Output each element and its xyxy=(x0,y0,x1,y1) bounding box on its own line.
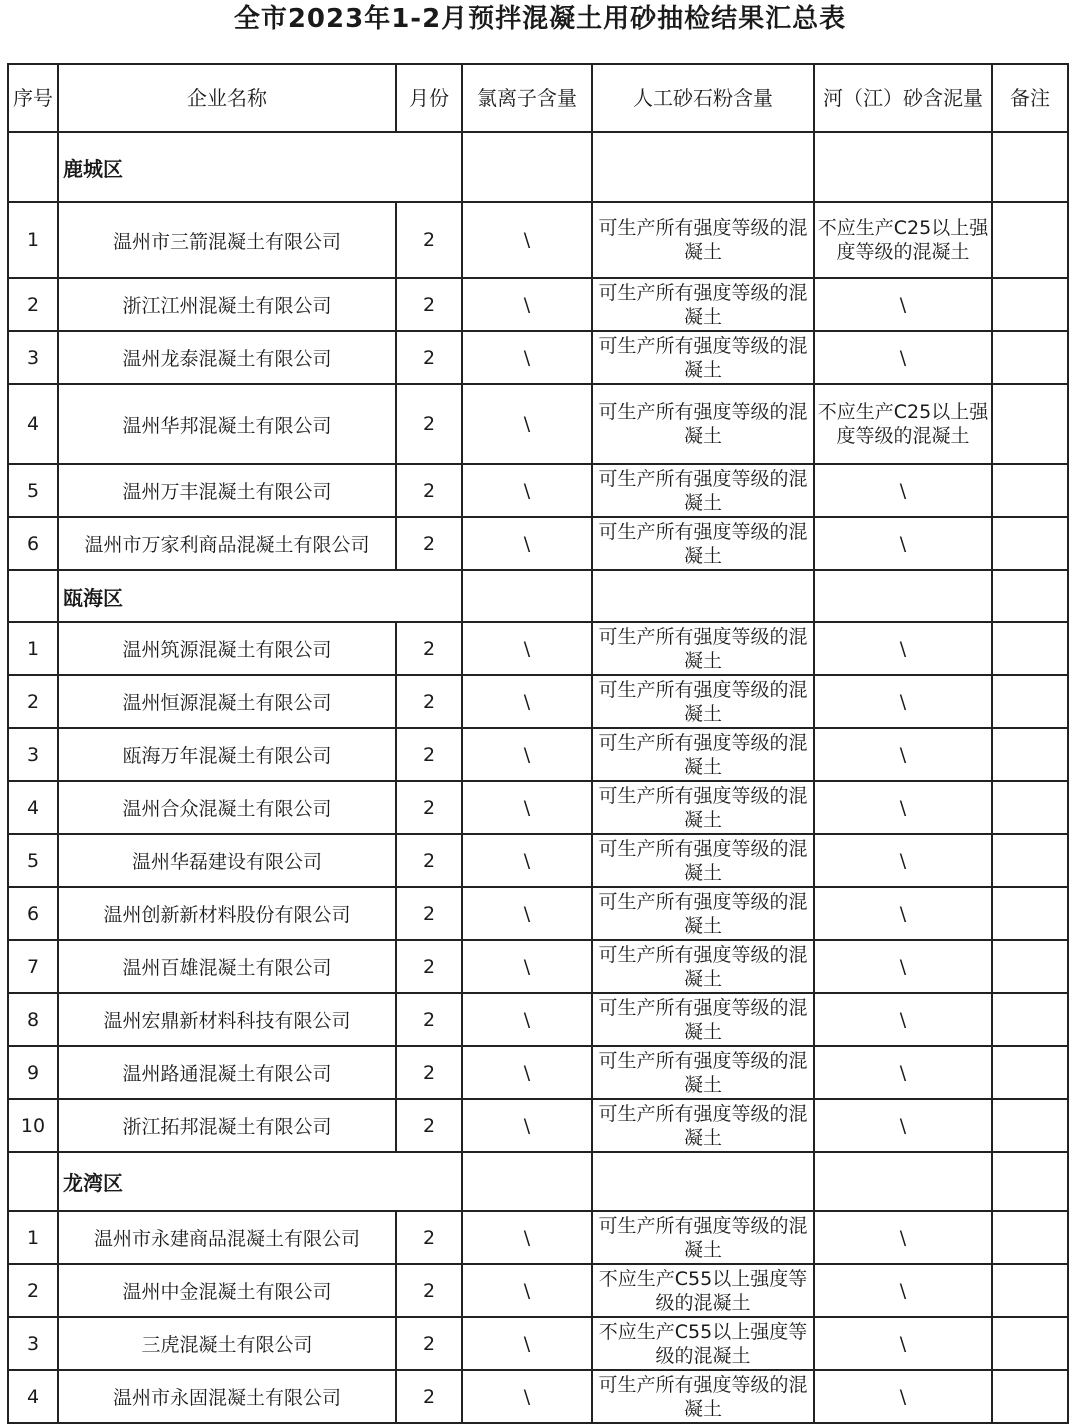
table-row xyxy=(8,675,1068,728)
row-number: 4 xyxy=(8,384,58,464)
river-sand-result: \ xyxy=(814,887,992,940)
chloride-value: \ xyxy=(462,622,592,675)
manmade-sand-result: 可生产所有强度等级的混凝土 xyxy=(592,202,814,278)
table-row xyxy=(8,278,1068,331)
table-row xyxy=(8,1046,1068,1099)
month-value: 2 xyxy=(396,622,462,675)
month-value: 2 xyxy=(396,517,462,570)
district-name: 鹿城区 xyxy=(58,132,462,202)
row-number: 4 xyxy=(8,781,58,834)
chloride-value: \ xyxy=(462,728,592,781)
river-sand-result: \ xyxy=(814,1264,992,1317)
river-sand-result: \ xyxy=(814,1099,992,1152)
header-company: 企业名称 xyxy=(58,64,396,132)
manmade-sand-result: 可生产所有强度等级的混凝土 xyxy=(592,834,814,887)
district-empty-cell xyxy=(992,1152,1068,1211)
row-number: 3 xyxy=(8,728,58,781)
month-value: 2 xyxy=(396,834,462,887)
district-empty-cell xyxy=(592,1152,814,1211)
remark-value xyxy=(992,517,1068,570)
row-number: 1 xyxy=(8,1211,58,1264)
river-sand-result: \ xyxy=(814,834,992,887)
row-number: 5 xyxy=(8,834,58,887)
manmade-sand-result: 可生产所有强度等级的混凝土 xyxy=(592,781,814,834)
company-name: 温州合众混凝土有限公司 xyxy=(58,781,396,834)
manmade-sand-result: 可生产所有强度等级的混凝土 xyxy=(592,940,814,993)
table-row xyxy=(8,1099,1068,1152)
district-empty-cell xyxy=(992,570,1068,622)
remark-value xyxy=(992,834,1068,887)
manmade-sand-result: 可生产所有强度等级的混凝土 xyxy=(592,278,814,331)
district-empty-cell xyxy=(592,132,814,202)
chloride-value: \ xyxy=(462,384,592,464)
company-name: 温州市永建商品混凝土有限公司 xyxy=(58,1211,396,1264)
table-row xyxy=(8,464,1068,517)
river-sand-result: \ xyxy=(814,331,992,384)
chloride-value: \ xyxy=(462,675,592,728)
district-row xyxy=(8,132,1068,202)
row-number: 6 xyxy=(8,887,58,940)
district-empty-cell xyxy=(462,132,592,202)
remark-value xyxy=(992,1211,1068,1264)
manmade-sand-result: 可生产所有强度等级的混凝土 xyxy=(592,728,814,781)
company-name: 温州路通混凝土有限公司 xyxy=(58,1046,396,1099)
row-number: 4 xyxy=(8,1370,58,1423)
month-value: 2 xyxy=(396,1264,462,1317)
chloride-value: \ xyxy=(462,781,592,834)
district-empty-cell xyxy=(8,132,58,202)
chloride-value: \ xyxy=(462,940,592,993)
river-sand-result: \ xyxy=(814,993,992,1046)
month-value: 2 xyxy=(396,384,462,464)
manmade-sand-result: 不应生产C55以上强度等级的混凝土 xyxy=(592,1317,814,1370)
district-empty-cell xyxy=(8,1152,58,1211)
header-river-sand: 河（江）砂含泥量 xyxy=(814,64,992,132)
manmade-sand-result: 可生产所有强度等级的混凝土 xyxy=(592,993,814,1046)
table-row xyxy=(8,384,1068,464)
company-name: 浙江江州混凝土有限公司 xyxy=(58,278,396,331)
row-number: 2 xyxy=(8,1264,58,1317)
month-value: 2 xyxy=(396,728,462,781)
river-sand-result: \ xyxy=(814,1370,992,1423)
river-sand-result: \ xyxy=(814,1317,992,1370)
chloride-value: \ xyxy=(462,517,592,570)
table-row xyxy=(8,1211,1068,1264)
remark-value xyxy=(992,464,1068,517)
remark-value xyxy=(992,1046,1068,1099)
month-value: 2 xyxy=(396,331,462,384)
month-value: 2 xyxy=(396,1317,462,1370)
table-row xyxy=(8,1264,1068,1317)
table-row xyxy=(8,887,1068,940)
chloride-value: \ xyxy=(462,464,592,517)
remark-value xyxy=(992,384,1068,464)
remark-value xyxy=(992,1099,1068,1152)
table-row xyxy=(8,728,1068,781)
chloride-value: \ xyxy=(462,278,592,331)
header-remark: 备注 xyxy=(992,64,1068,132)
remark-value xyxy=(992,781,1068,834)
header-month: 月份 xyxy=(396,64,462,132)
river-sand-result: \ xyxy=(814,464,992,517)
company-name: 温州创新新材料股份有限公司 xyxy=(58,887,396,940)
manmade-sand-result: 可生产所有强度等级的混凝土 xyxy=(592,464,814,517)
remark-value xyxy=(992,202,1068,278)
district-empty-cell xyxy=(462,570,592,622)
district-empty-cell xyxy=(462,1152,592,1211)
results-table xyxy=(7,63,1069,1424)
district-empty-cell xyxy=(592,570,814,622)
company-name: 温州中金混凝土有限公司 xyxy=(58,1264,396,1317)
remark-value xyxy=(992,1317,1068,1370)
company-name: 浙江拓邦混凝土有限公司 xyxy=(58,1099,396,1152)
river-sand-result: \ xyxy=(814,728,992,781)
page-title: 全市2023年1-2月预拌混凝土用砂抽检结果汇总表 xyxy=(233,4,847,34)
header-chloride: 氯离子含量 xyxy=(462,64,592,132)
remark-value xyxy=(992,993,1068,1046)
month-value: 2 xyxy=(396,1099,462,1152)
river-sand-result: \ xyxy=(814,622,992,675)
manmade-sand-result: 可生产所有强度等级的混凝土 xyxy=(592,384,814,464)
month-value: 2 xyxy=(396,202,462,278)
chloride-value: \ xyxy=(462,1046,592,1099)
table-row xyxy=(8,940,1068,993)
river-sand-result: \ xyxy=(814,781,992,834)
remark-value xyxy=(992,940,1068,993)
company-name: 温州宏鼎新材料科技有限公司 xyxy=(58,993,396,1046)
row-number: 8 xyxy=(8,993,58,1046)
month-value: 2 xyxy=(396,675,462,728)
month-value: 2 xyxy=(396,278,462,331)
table-row xyxy=(8,622,1068,675)
district-empty-cell xyxy=(814,132,992,202)
table-row xyxy=(8,781,1068,834)
month-value: 2 xyxy=(396,1370,462,1423)
manmade-sand-result: 可生产所有强度等级的混凝土 xyxy=(592,331,814,384)
manmade-sand-result: 可生产所有强度等级的混凝土 xyxy=(592,622,814,675)
manmade-sand-result: 可生产所有强度等级的混凝土 xyxy=(592,1046,814,1099)
chloride-value: \ xyxy=(462,887,592,940)
district-empty-cell xyxy=(992,132,1068,202)
company-name: 三虎混凝土有限公司 xyxy=(58,1317,396,1370)
header-row xyxy=(8,64,1068,132)
table-row xyxy=(8,331,1068,384)
table-row xyxy=(8,1317,1068,1370)
table-row xyxy=(8,993,1068,1046)
company-name: 温州百雄混凝土有限公司 xyxy=(58,940,396,993)
month-value: 2 xyxy=(396,1211,462,1264)
company-name: 温州恒源混凝土有限公司 xyxy=(58,675,396,728)
manmade-sand-result: 可生产所有强度等级的混凝土 xyxy=(592,1099,814,1152)
company-name: 温州筑源混凝土有限公司 xyxy=(58,622,396,675)
month-value: 2 xyxy=(396,993,462,1046)
chloride-value: \ xyxy=(462,1370,592,1423)
manmade-sand-result: 可生产所有强度等级的混凝土 xyxy=(592,517,814,570)
company-name: 温州市万家利商品混凝土有限公司 xyxy=(58,517,396,570)
company-name: 温州市三箭混凝土有限公司 xyxy=(58,202,396,278)
company-name: 温州市永固混凝土有限公司 xyxy=(58,1370,396,1423)
manmade-sand-result: 不应生产C55以上强度等级的混凝土 xyxy=(592,1264,814,1317)
company-name: 温州万丰混凝土有限公司 xyxy=(58,464,396,517)
manmade-sand-result: 可生产所有强度等级的混凝土 xyxy=(592,1370,814,1423)
district-empty-cell xyxy=(814,570,992,622)
remark-value xyxy=(992,331,1068,384)
row-number: 1 xyxy=(8,622,58,675)
row-number: 10 xyxy=(8,1099,58,1152)
chloride-value: \ xyxy=(462,993,592,1046)
river-sand-result: \ xyxy=(814,675,992,728)
table-row xyxy=(8,1370,1068,1423)
remark-value xyxy=(992,1264,1068,1317)
river-sand-result: 不应生产C25以上强度等级的混凝土 xyxy=(814,384,992,464)
manmade-sand-result: 可生产所有强度等级的混凝土 xyxy=(592,887,814,940)
month-value: 2 xyxy=(396,1046,462,1099)
remark-value xyxy=(992,887,1068,940)
row-number: 2 xyxy=(8,675,58,728)
river-sand-result: \ xyxy=(814,940,992,993)
month-value: 2 xyxy=(396,887,462,940)
manmade-sand-result: 可生产所有强度等级的混凝土 xyxy=(592,675,814,728)
district-row xyxy=(8,1152,1068,1211)
row-number: 7 xyxy=(8,940,58,993)
month-value: 2 xyxy=(396,940,462,993)
month-value: 2 xyxy=(396,781,462,834)
remark-value xyxy=(992,1370,1068,1423)
district-empty-cell xyxy=(8,570,58,622)
district-name: 瓯海区 xyxy=(58,570,462,622)
company-name: 温州华磊建设有限公司 xyxy=(58,834,396,887)
chloride-value: \ xyxy=(462,1211,592,1264)
river-sand-result: \ xyxy=(814,517,992,570)
row-number: 2 xyxy=(8,278,58,331)
remark-value xyxy=(992,675,1068,728)
company-name: 温州华邦混凝土有限公司 xyxy=(58,384,396,464)
header-no: 序号 xyxy=(8,64,58,132)
chloride-value: \ xyxy=(462,1099,592,1152)
row-number: 3 xyxy=(8,331,58,384)
chloride-value: \ xyxy=(462,331,592,384)
header-manmade-sand: 人工砂石粉含量 xyxy=(592,64,814,132)
river-sand-result: \ xyxy=(814,278,992,331)
month-value: 2 xyxy=(396,464,462,517)
chloride-value: \ xyxy=(462,1264,592,1317)
river-sand-result: 不应生产C25以上强度等级的混凝土 xyxy=(814,202,992,278)
manmade-sand-result: 可生产所有强度等级的混凝土 xyxy=(592,1211,814,1264)
river-sand-result: \ xyxy=(814,1046,992,1099)
table-row xyxy=(8,834,1068,887)
table-row xyxy=(8,202,1068,278)
row-number: 1 xyxy=(8,202,58,278)
district-empty-cell xyxy=(814,1152,992,1211)
row-number: 6 xyxy=(8,517,58,570)
company-name: 温州龙泰混凝土有限公司 xyxy=(58,331,396,384)
chloride-value: \ xyxy=(462,202,592,278)
chloride-value: \ xyxy=(462,834,592,887)
remark-value xyxy=(992,622,1068,675)
district-name: 龙湾区 xyxy=(58,1152,462,1211)
row-number: 5 xyxy=(8,464,58,517)
river-sand-result: \ xyxy=(814,1211,992,1264)
district-row xyxy=(8,570,1068,622)
table-row xyxy=(8,517,1068,570)
remark-value xyxy=(992,278,1068,331)
row-number: 3 xyxy=(8,1317,58,1370)
row-number: 9 xyxy=(8,1046,58,1099)
company-name: 瓯海万年混凝土有限公司 xyxy=(58,728,396,781)
remark-value xyxy=(992,728,1068,781)
chloride-value: \ xyxy=(462,1317,592,1370)
